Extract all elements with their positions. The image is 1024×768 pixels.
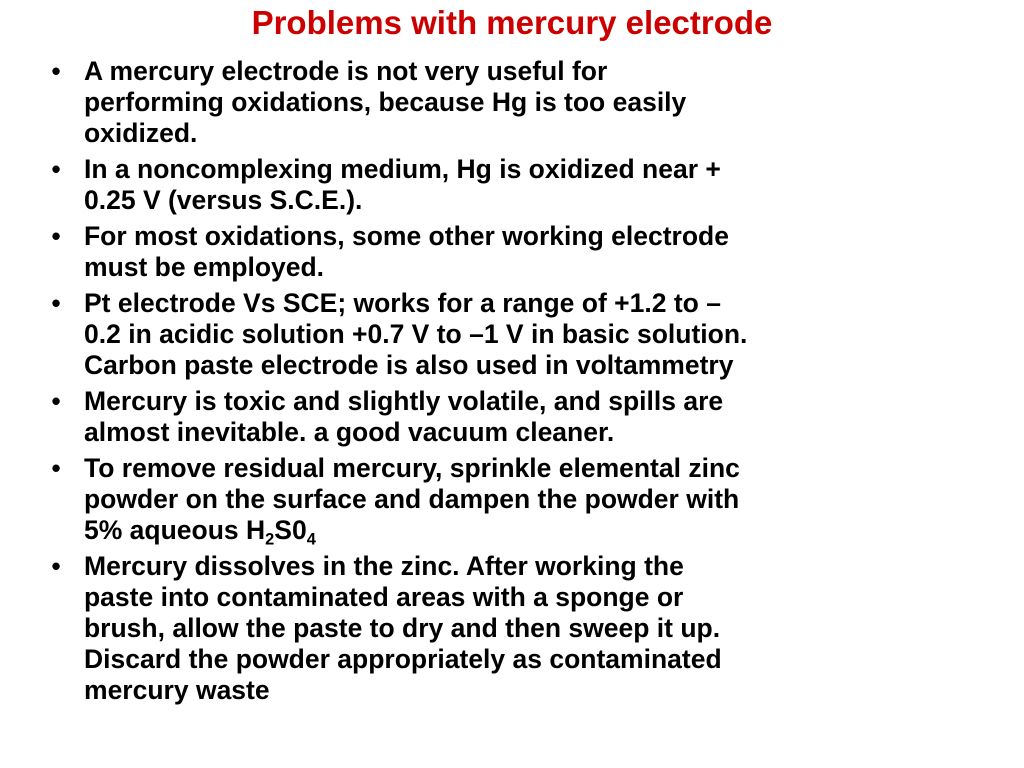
bullet-line: almost inevitable. a good vacuum cleaner. xyxy=(84,417,615,447)
formula-subscript: 2 xyxy=(265,530,275,549)
formula-subscript: 4 xyxy=(306,530,316,549)
bullet-line: In a noncomplexing medium, Hg is oxidized near + xyxy=(84,154,721,184)
bullet-dot-icon: • xyxy=(51,288,61,318)
bullet-line: A mercury electrode is not very useful for xyxy=(84,56,608,86)
bullet-dot-icon: • xyxy=(51,551,61,581)
bullet-line: For most oxidations, some other working electrode xyxy=(84,221,729,251)
bullet-line: performing oxidations, because Hg is too easily xyxy=(84,87,687,117)
bullet-item xyxy=(44,221,974,283)
bullet-line: Carbon paste electrode is also used in voltammetry xyxy=(84,350,734,380)
bullet-line: Pt electrode Vs SCE; works for a range of +1.2 to – xyxy=(84,288,721,318)
bullet-line: Discard the powder appropriately as contaminated xyxy=(84,644,722,674)
bullet-item xyxy=(44,154,974,216)
bullet-line: mercury waste xyxy=(84,675,270,705)
bullet-item xyxy=(44,386,974,448)
bullet-line: 0.25 V (versus S.C.E.). xyxy=(84,185,363,215)
bullet-list xyxy=(44,56,974,706)
slide-title: Problems with mercury electrode xyxy=(251,4,773,41)
bullet-line: Mercury is toxic and slightly volatile, and spills are xyxy=(84,386,724,416)
bullet-dot-icon: • xyxy=(51,56,61,86)
bullet-line: must be employed. xyxy=(84,252,325,282)
bullet-line: brush, allow the paste to dry and then sweep it up. xyxy=(84,613,721,643)
bullet-line: powder on the surface and dampen the powder with xyxy=(84,484,740,514)
formula-middle: S0 xyxy=(274,515,307,545)
bullet-line: oxidized. xyxy=(84,118,198,148)
formula-prefix: 5% aqueous H xyxy=(84,515,266,545)
bullet-line: Mercury dissolves in the zinc. After working the xyxy=(84,551,684,581)
bullet-line: paste into contaminated areas with a sponge or xyxy=(84,582,684,612)
bullet-dot-icon: • xyxy=(51,386,61,416)
bullet-line: To remove residual mercury, sprinkle elemental zinc xyxy=(84,453,740,483)
bullet-dot-icon: • xyxy=(51,221,61,251)
bullet-item xyxy=(44,56,974,149)
bullet-line: 0.2 in acidic solution +0.7 V to –1 V in basic solution. xyxy=(84,319,748,349)
bullet-item xyxy=(44,288,974,381)
bullet-item xyxy=(44,453,974,549)
bullet-dot-icon: • xyxy=(51,453,61,483)
formula-line xyxy=(84,515,974,549)
bullet-dot-icon: • xyxy=(51,154,61,184)
bullet-item xyxy=(44,551,974,706)
